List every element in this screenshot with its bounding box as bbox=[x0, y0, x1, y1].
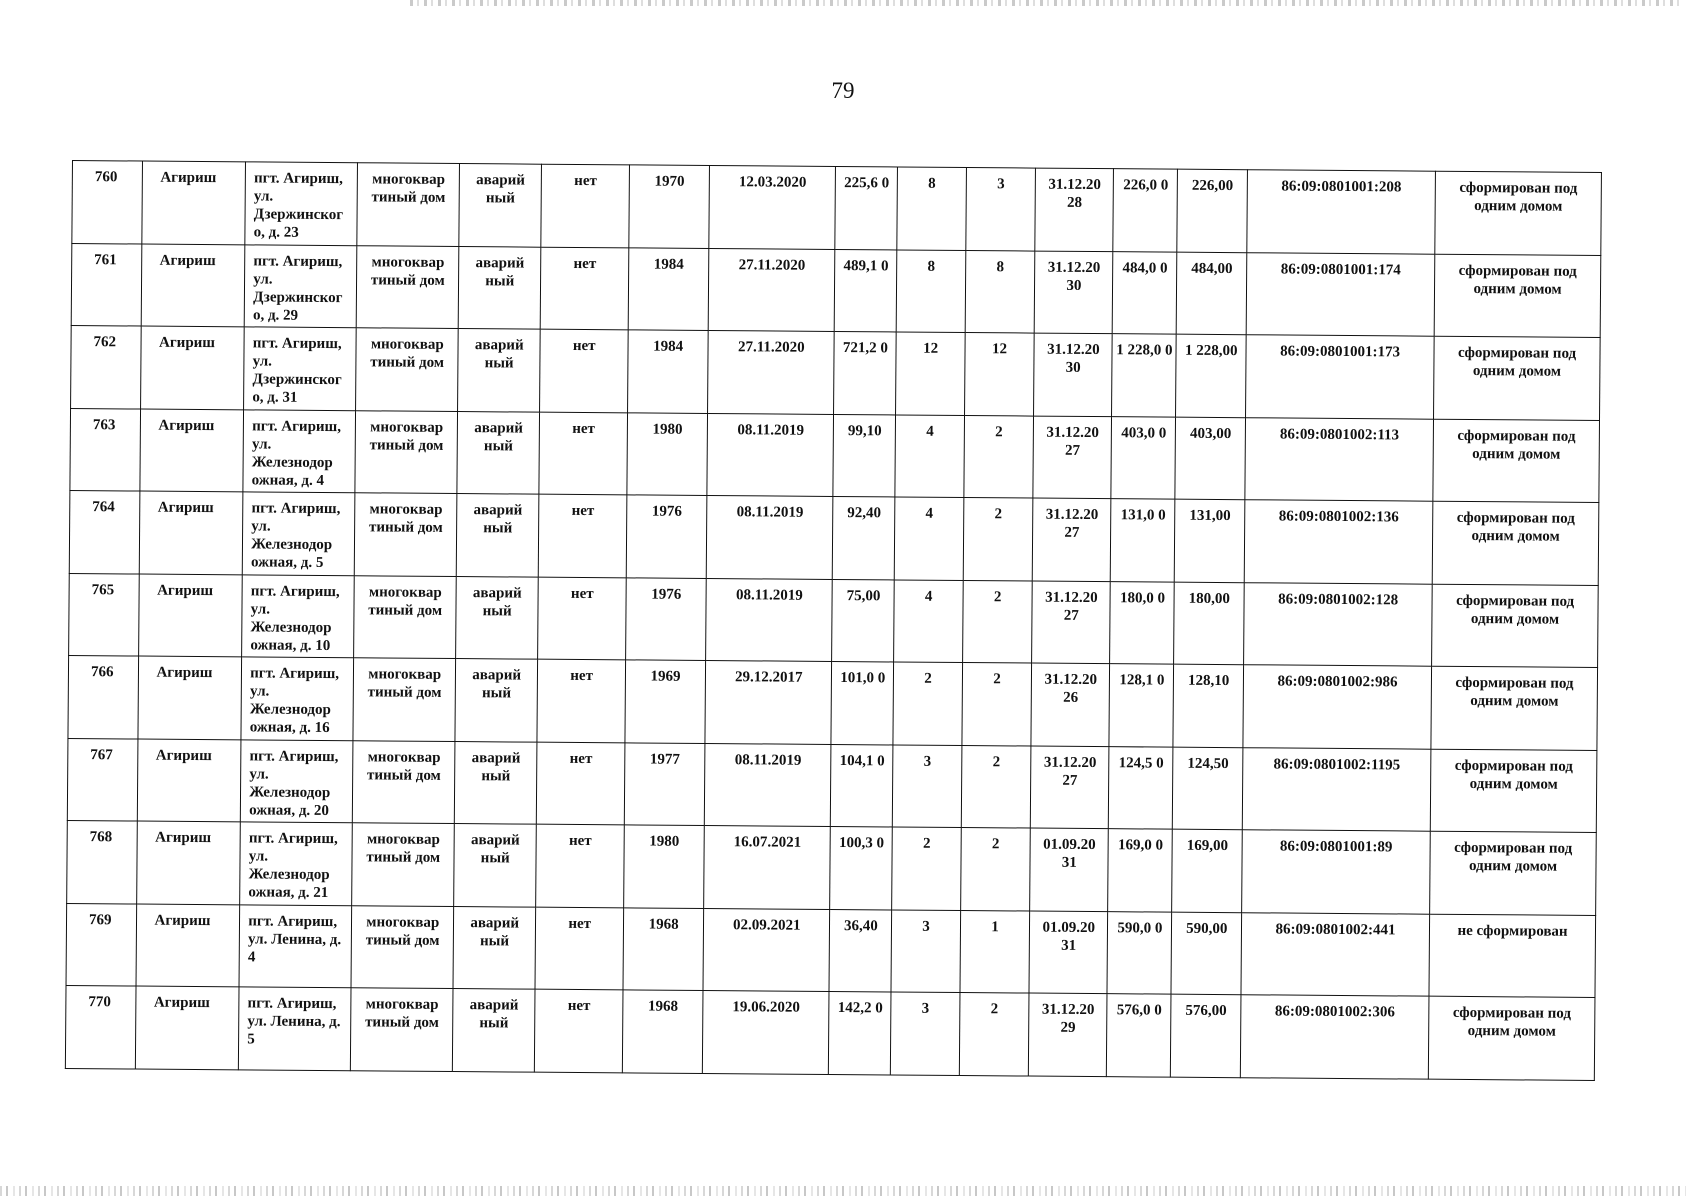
condition-cell: аварий ный bbox=[456, 576, 539, 659]
count-2-cell: 12 bbox=[964, 333, 1034, 416]
table-row bbox=[71, 325, 1601, 420]
municipality-cell: Агириш bbox=[135, 986, 239, 1069]
land-plot-status-cell: сформирован под одним домом bbox=[1433, 419, 1599, 503]
municipality-cell: Агириш bbox=[141, 244, 245, 327]
building-type-cell: многоквар тиный дом bbox=[355, 410, 457, 493]
row-number-cell: 768 bbox=[67, 820, 137, 903]
area-1-cell: 590,0 0 bbox=[1107, 911, 1172, 994]
cadastral-number-cell: 86:09:0801002:441 bbox=[1241, 912, 1430, 996]
address-cell: пгт. Агириш, ул. Дзержинског о, д. 29 bbox=[244, 244, 357, 327]
build-year-cell: 1984 bbox=[628, 247, 709, 330]
recognition-date-cell: 27.11.2020 bbox=[708, 331, 835, 414]
row-number-cell: 762 bbox=[71, 325, 141, 408]
land-plot-status-cell: не сформирован bbox=[1429, 914, 1595, 998]
build-year-cell: 1977 bbox=[624, 742, 705, 825]
build-year-cell: 1984 bbox=[628, 330, 709, 413]
address-cell: пгт. Агириш, ул. Железнодор ожная, д. 10 bbox=[242, 574, 355, 657]
recognition-date-cell: 12.03.2020 bbox=[709, 166, 836, 249]
condition-cell: аварий ный bbox=[453, 906, 536, 989]
count-1-cell: 3 bbox=[893, 744, 962, 827]
recognition-date-cell: 08.11.2019 bbox=[706, 578, 833, 661]
area-2-cell: 1 228,00 bbox=[1176, 334, 1246, 417]
address-cell: пгт. Агириш, ул. Дзержинског о, д. 31 bbox=[244, 327, 357, 410]
count-1-cell: 3 bbox=[891, 909, 960, 992]
land-plot-status-cell: сформирован под одним домом bbox=[1431, 666, 1597, 750]
flag-cell: нет bbox=[541, 164, 629, 247]
area-1-cell: 576,0 0 bbox=[1107, 994, 1172, 1077]
land-plot-status-cell: сформирован под одним домом bbox=[1430, 831, 1596, 915]
cadastral-number-cell: 86:09:0801002:128 bbox=[1244, 582, 1433, 666]
municipality-cell: Агириш bbox=[139, 409, 243, 492]
area-2-cell: 180,00 bbox=[1174, 582, 1244, 665]
living-area-cell: 36,40 bbox=[829, 909, 892, 992]
cadastral-number-cell: 86:09:0801001:174 bbox=[1246, 252, 1435, 336]
living-area-cell: 225,6 0 bbox=[835, 166, 898, 249]
flag-cell: нет bbox=[538, 577, 626, 660]
row-number-cell: 767 bbox=[67, 738, 137, 821]
area-2-cell: 590,00 bbox=[1171, 912, 1241, 995]
scan-artifact-top bbox=[410, 0, 1680, 6]
table-row bbox=[67, 820, 1597, 915]
area-2-cell: 226,00 bbox=[1177, 169, 1247, 252]
condition-cell: аварий ный bbox=[452, 989, 535, 1072]
address-cell: пгт. Агириш, ул. Железнодор ожная, д. 20 bbox=[241, 739, 354, 822]
area-2-cell: 403,00 bbox=[1175, 417, 1245, 500]
build-year-cell: 1980 bbox=[627, 412, 708, 495]
table-row bbox=[68, 655, 1598, 750]
recognition-date-cell: 29.12.2017 bbox=[705, 660, 832, 743]
area-2-cell: 124,50 bbox=[1173, 747, 1243, 830]
area-1-cell: 169,0 0 bbox=[1108, 829, 1173, 912]
scan-artifact-bottom bbox=[0, 1186, 1686, 1196]
count-2-cell: 2 bbox=[964, 415, 1034, 498]
condition-cell: аварий ный bbox=[457, 411, 540, 494]
living-area-cell: 721,2 0 bbox=[834, 331, 897, 414]
living-area-cell: 99,10 bbox=[833, 414, 896, 497]
count-2-cell: 2 bbox=[960, 828, 1030, 911]
build-year-cell: 1969 bbox=[625, 660, 706, 743]
building-type-cell: многоквар тиный дом bbox=[353, 740, 455, 823]
building-type-cell: многоквар тиный дом bbox=[356, 328, 458, 411]
living-area-cell: 75,00 bbox=[832, 579, 895, 662]
flag-cell: нет bbox=[541, 247, 629, 330]
row-number-cell: 770 bbox=[65, 985, 135, 1068]
living-area-cell: 142,2 0 bbox=[829, 991, 892, 1074]
area-1-cell: 1 228,0 0 bbox=[1112, 334, 1177, 417]
row-number-cell: 764 bbox=[69, 490, 139, 573]
table-row bbox=[71, 243, 1601, 338]
building-type-cell: многоквар тиный дом bbox=[351, 905, 453, 988]
building-type-cell: многоквар тиный дом bbox=[354, 575, 456, 658]
address-cell: пгт. Агириш, ул. Железнодор ожная, д. 16 bbox=[241, 657, 354, 740]
building-type-cell: многоквар тиный дом bbox=[357, 245, 459, 328]
build-year-cell: 1976 bbox=[626, 577, 707, 660]
emergency-housing-table bbox=[65, 160, 1602, 1080]
deadline-cell: 31.12.20 30 bbox=[1034, 333, 1113, 416]
deadline-cell: 31.12.20 27 bbox=[1033, 498, 1112, 581]
flag-cell: нет bbox=[539, 494, 627, 577]
count-2-cell: 1 bbox=[960, 910, 1030, 993]
deadline-cell: 31.12.20 26 bbox=[1031, 663, 1110, 746]
area-2-cell: 131,00 bbox=[1175, 499, 1245, 582]
recognition-date-cell: 19.06.2020 bbox=[703, 990, 830, 1073]
municipality-cell: Агириш bbox=[139, 491, 243, 574]
table-row bbox=[69, 490, 1599, 585]
building-type-cell: многоквар тиный дом bbox=[352, 823, 454, 906]
condition-cell: аварий ный bbox=[454, 824, 537, 907]
building-type-cell: многоквар тиный дом bbox=[357, 163, 459, 246]
land-plot-status-cell: сформирован под одним домом bbox=[1432, 584, 1598, 668]
recognition-date-cell: 08.11.2019 bbox=[707, 413, 834, 496]
condition-cell: аварий ный bbox=[458, 246, 541, 329]
flag-cell: нет bbox=[537, 659, 625, 742]
municipality-cell: Агириш bbox=[137, 739, 241, 822]
flag-cell: нет bbox=[540, 329, 628, 412]
recognition-date-cell: 08.11.2019 bbox=[706, 495, 833, 578]
count-1-cell: 8 bbox=[897, 249, 966, 332]
condition-cell: аварий ный bbox=[456, 494, 539, 577]
recognition-date-cell: 27.11.2020 bbox=[708, 248, 835, 331]
deadline-cell: 31.12.20 27 bbox=[1031, 746, 1110, 829]
living-area-cell: 92,40 bbox=[833, 496, 896, 579]
row-number-cell: 766 bbox=[68, 655, 138, 738]
area-1-cell: 180,0 0 bbox=[1110, 581, 1175, 664]
row-number-cell: 760 bbox=[72, 161, 142, 244]
area-2-cell: 128,10 bbox=[1173, 664, 1243, 747]
row-number-cell: 761 bbox=[71, 243, 141, 326]
deadline-cell: 31.12.20 29 bbox=[1029, 993, 1108, 1076]
table-row bbox=[70, 408, 1600, 503]
row-number-cell: 765 bbox=[69, 573, 139, 656]
count-2-cell: 2 bbox=[962, 663, 1032, 746]
cadastral-number-cell: 86:09:0801001:89 bbox=[1242, 830, 1431, 914]
land-plot-status-cell: сформирован под одним домом bbox=[1434, 336, 1600, 420]
deadline-cell: 01.09.20 31 bbox=[1029, 911, 1108, 994]
building-type-cell: многоквар тиный дом bbox=[355, 493, 457, 576]
count-2-cell: 2 bbox=[959, 992, 1029, 1075]
area-1-cell: 403,0 0 bbox=[1111, 416, 1176, 499]
living-area-cell: 104,1 0 bbox=[831, 744, 894, 827]
cadastral-number-cell: 86:09:0801002:113 bbox=[1245, 417, 1434, 501]
cadastral-number-cell: 86:09:0801002:986 bbox=[1243, 665, 1432, 749]
municipality-cell: Агириш bbox=[136, 904, 240, 987]
count-2-cell: 8 bbox=[965, 250, 1035, 333]
address-cell: пгт. Агириш, ул. Железнодор ожная, д. 5 bbox=[242, 492, 355, 575]
condition-cell: аварий ный bbox=[454, 741, 537, 824]
table-row bbox=[65, 985, 1595, 1080]
count-1-cell: 4 bbox=[895, 414, 964, 497]
count-1-cell: 2 bbox=[893, 662, 962, 745]
address-cell: пгт. Агириш, ул. Железнодор ожная, д. 21 bbox=[240, 822, 353, 905]
condition-cell: аварий ный bbox=[459, 164, 542, 247]
address-cell: пгт. Агириш, ул. Ленина, д. 4 bbox=[239, 904, 352, 987]
area-1-cell: 131,0 0 bbox=[1111, 499, 1176, 582]
count-2-cell: 2 bbox=[962, 580, 1032, 663]
condition-cell: аварий ный bbox=[455, 659, 538, 742]
deadline-cell: 31.12.20 27 bbox=[1033, 416, 1112, 499]
table-body bbox=[65, 161, 1601, 1080]
row-number-cell: 763 bbox=[70, 408, 140, 491]
count-1-cell: 4 bbox=[895, 497, 964, 580]
count-1-cell: 3 bbox=[891, 992, 960, 1075]
area-2-cell: 576,00 bbox=[1171, 994, 1241, 1077]
living-area-cell: 101,0 0 bbox=[831, 661, 894, 744]
condition-cell: аварий ный bbox=[458, 329, 541, 412]
area-1-cell: 128,1 0 bbox=[1109, 664, 1174, 747]
build-year-cell: 1968 bbox=[623, 907, 704, 990]
cadastral-number-cell: 86:09:0801001:208 bbox=[1247, 170, 1436, 254]
count-2-cell: 2 bbox=[961, 745, 1031, 828]
address-cell: пгт. Агириш, ул. Ленина, д. 5 bbox=[239, 987, 352, 1070]
flag-cell: нет bbox=[536, 824, 624, 907]
living-area-cell: 489,1 0 bbox=[835, 249, 898, 332]
deadline-cell: 31.12.20 28 bbox=[1035, 168, 1114, 251]
count-2-cell: 3 bbox=[966, 168, 1036, 251]
land-plot-status-cell: сформирован под одним домом bbox=[1432, 501, 1598, 585]
address-cell: пгт. Агириш, ул. Железнодор ожная, д. 4 bbox=[243, 409, 356, 492]
area-1-cell: 226,0 0 bbox=[1113, 169, 1178, 252]
municipality-cell: Агириш bbox=[141, 161, 245, 244]
cadastral-number-cell: 86:09:0801002:1195 bbox=[1242, 747, 1431, 831]
table-row bbox=[72, 161, 1602, 256]
recognition-date-cell: 08.11.2019 bbox=[705, 743, 832, 826]
build-year-cell: 1970 bbox=[629, 165, 710, 248]
count-1-cell: 12 bbox=[896, 332, 965, 415]
count-1-cell: 8 bbox=[897, 167, 966, 250]
deadline-cell: 31.12.20 30 bbox=[1034, 251, 1113, 334]
build-year-cell: 1976 bbox=[626, 495, 707, 578]
count-1-cell: 2 bbox=[892, 827, 961, 910]
flag-cell: нет bbox=[539, 412, 627, 495]
table-row bbox=[67, 738, 1597, 833]
land-plot-status-cell: сформирован под одним домом bbox=[1435, 171, 1601, 255]
area-2-cell: 484,00 bbox=[1177, 252, 1247, 335]
living-area-cell: 100,3 0 bbox=[830, 826, 893, 909]
count-1-cell: 4 bbox=[894, 579, 963, 662]
build-year-cell: 1968 bbox=[622, 990, 703, 1073]
building-type-cell: многоквар тиный дом bbox=[353, 658, 455, 741]
land-plot-status-cell: сформирован под одним домом bbox=[1434, 254, 1600, 338]
municipality-cell: Агириш bbox=[138, 574, 242, 657]
deadline-cell: 01.09.20 31 bbox=[1030, 828, 1109, 911]
count-2-cell: 2 bbox=[963, 498, 1033, 581]
recognition-date-cell: 02.09.2021 bbox=[703, 908, 830, 991]
build-year-cell: 1980 bbox=[624, 825, 705, 908]
housing-register-sheet bbox=[65, 160, 1602, 1080]
table-row bbox=[69, 573, 1599, 668]
area-2-cell: 169,00 bbox=[1172, 829, 1242, 912]
area-1-cell: 484,0 0 bbox=[1113, 251, 1178, 334]
land-plot-status-cell: сформирован под одним домом bbox=[1430, 749, 1596, 833]
cadastral-number-cell: 86:09:0801002:136 bbox=[1244, 500, 1433, 584]
address-cell: пгт. Агириш, ул. Дзержинског о, д. 23 bbox=[245, 162, 358, 245]
land-plot-status-cell: сформирован под одним домом bbox=[1428, 996, 1594, 1080]
municipality-cell: Агириш bbox=[136, 821, 240, 904]
area-1-cell: 124,5 0 bbox=[1109, 746, 1174, 829]
flag-cell: нет bbox=[537, 742, 625, 825]
table-row bbox=[66, 903, 1596, 998]
flag-cell: нет bbox=[535, 989, 623, 1072]
recognition-date-cell: 16.07.2021 bbox=[704, 825, 831, 908]
flag-cell: нет bbox=[535, 907, 623, 990]
page-number: 79 bbox=[831, 78, 855, 103]
cadastral-number-cell: 86:09:0801001:173 bbox=[1246, 335, 1435, 419]
municipality-cell: Агириш bbox=[140, 326, 244, 409]
row-number-cell: 769 bbox=[66, 903, 136, 986]
municipality-cell: Агириш bbox=[137, 656, 241, 739]
cadastral-number-cell: 86:09:0801002:306 bbox=[1240, 995, 1429, 1079]
deadline-cell: 31.12.20 27 bbox=[1032, 581, 1111, 664]
building-type-cell: многоквар тиный дом bbox=[351, 988, 453, 1071]
